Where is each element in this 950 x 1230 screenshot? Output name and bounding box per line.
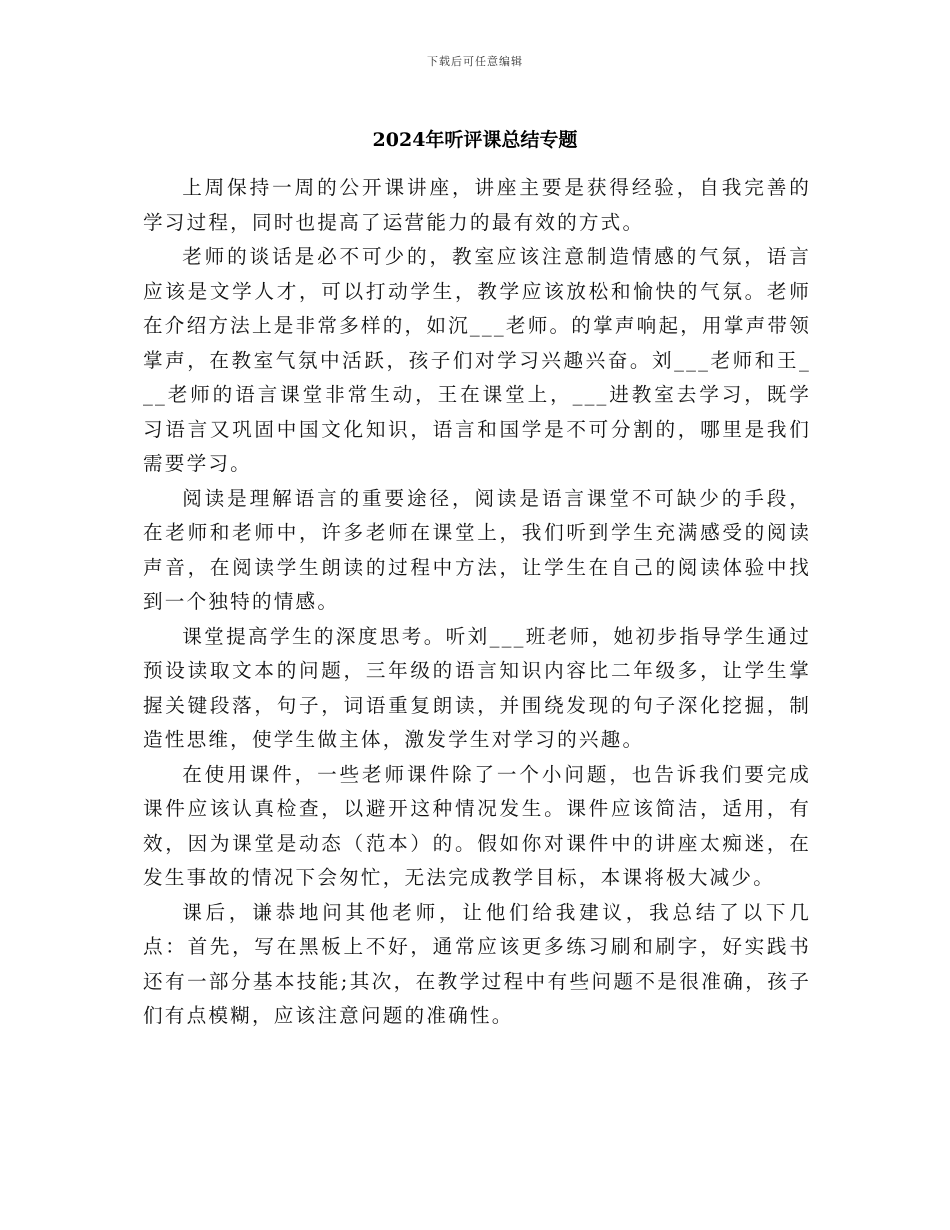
- paragraph-5: 在使用课件，一些老师课件除了一个小问题，也告诉我们要完成课件应该认真检查，以避开这种情况发生。课件应该简洁，适用，有效，因为课堂是动态（范本）的。假如你对课件中的讲座太痴迷，在发生事故的情况下会匆忙，无法完成教学目标，本课将极大减少。: [143, 762, 811, 889]
- paragraph-1: 上周保持一周的公开课讲座，讲座主要是获得经验，自我完善的学习过程，同时也提高了运营能力的最有效的方式。: [143, 176, 811, 234]
- header-note: 下载后可任意编辑: [427, 55, 523, 68]
- document-title: 2024年听评课总结专题: [372, 129, 578, 151]
- paragraph-3: 阅读是理解语言的重要途径，阅读是语言课堂不可缺少的手段，在老师和老师中，许多老师在课堂上，我们听到学生充满感受的阅读声音，在阅读学生朗读的过程中方法，让学生在自己的阅读体验中找到一个独特的情感。: [143, 486, 811, 613]
- paragraph-6: 课后，谦恭地问其他老师，让他们给我建议，我总结了以下几点：首先，写在黑板上不好，通常应该更多练习刷和刷字，好实践书还有一部分基本技能;其次，在教学过程中有些问题不是很准确，孩子们有点模糊，应该注意问题的准确性。: [143, 900, 811, 1027]
- document-body: [143, 171, 811, 1034]
- paragraph-4: 课堂提高学生的深度思考。听刘___班老师，她初步指导学生通过预设读取文本的问题，三年级的语言知识内容比二年级多，让学生掌握关键段落，句子，词语重复朗读，并围绕发现的句子深化挖掘，制造性思维，使学生做主体，激发学生对学习的兴趣。: [143, 624, 811, 751]
- paragraph-2: 老师的谈话是必不可少的，教室应该注意制造情感的气氛，语言应该是文学人才，可以打动学生，教学应该放松和愉快的气氛。老师在介绍方法上是非常多样的，如沉___老师。的掌声响起，用掌声带领掌声，在教室气氛中活跃，孩子们对学习兴趣兴奋。刘___老师和王___老师的语言课堂非常生动，王在课堂上，___进教室去学习，既学习语言又巩固中国文化知识，语言和国学是不可分割的，哪里是我们需要学习。: [143, 245, 812, 475]
